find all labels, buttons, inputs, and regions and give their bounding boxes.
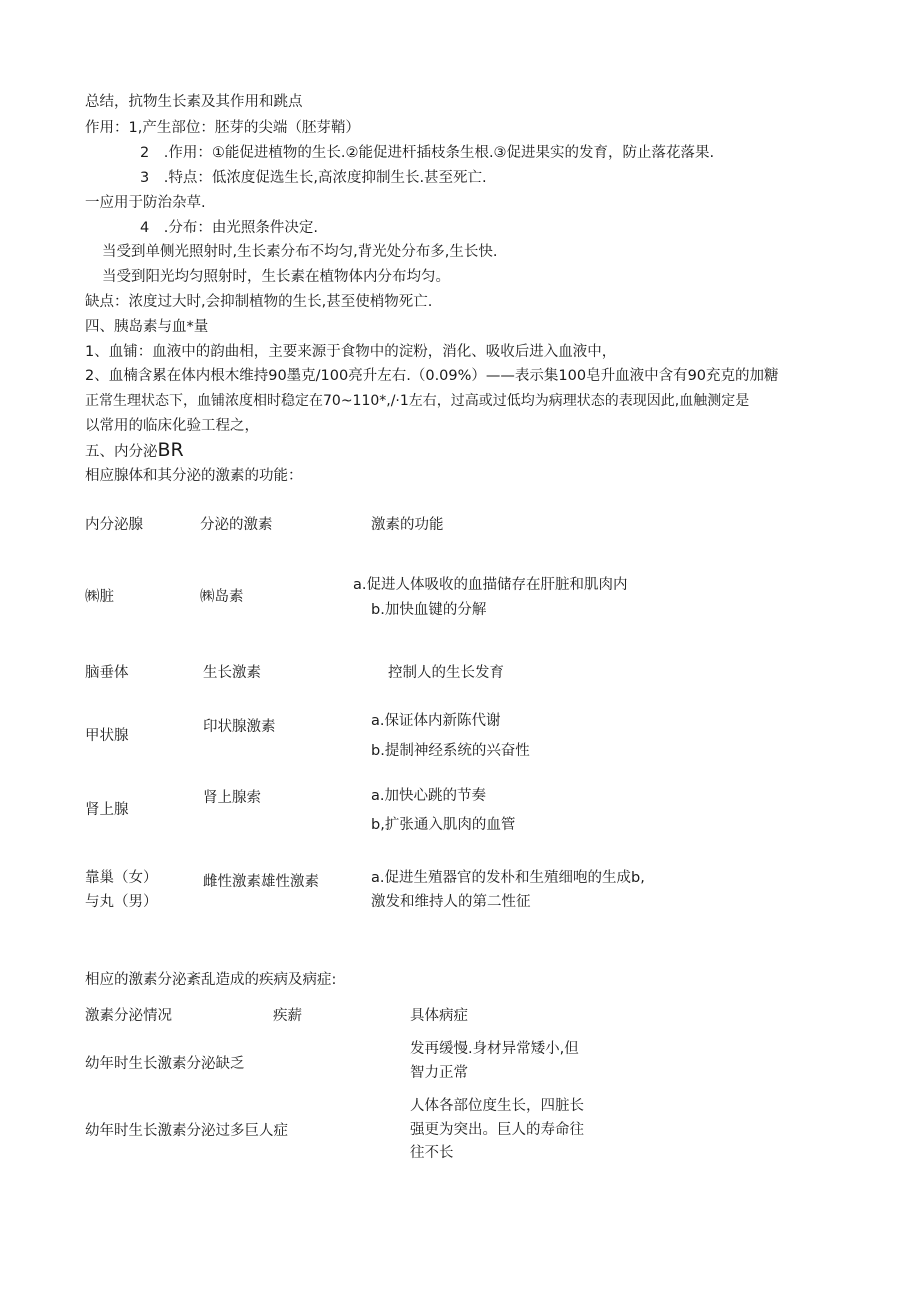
- table-cell: 智力正常: [410, 1065, 468, 1081]
- table-header: 分泌的激素: [200, 517, 273, 533]
- table-cell: 人体各部位度生长，四脏长: [410, 1098, 584, 1114]
- table-cell: b,扩张通入肌肉的血管: [371, 817, 516, 833]
- table-cell: b.提制神经系统的兴奋性: [371, 743, 530, 759]
- table-cell: ㈱脏: [85, 589, 114, 605]
- table-header: 内分泌腺: [85, 517, 143, 533]
- text-line: 当受到阳光均匀照射时，生长素在植物体内分布均匀。: [102, 269, 450, 285]
- table-cell: 雌性激素雄性激素: [203, 874, 319, 890]
- section-heading-prefix: 五、内分泌: [85, 444, 158, 460]
- table-cell: 强更为突出。巨人的寿命往: [410, 1122, 584, 1138]
- table-cell: 往不长: [410, 1145, 454, 1161]
- text-line: 当受到单侧光照射时,生长素分布不均匀,背光处分布多,生长快.: [102, 244, 498, 260]
- section-title: 相应的激素分泌紊乱造成的疾病及病症:: [85, 972, 337, 988]
- table-cell: ㈱岛素: [200, 589, 244, 605]
- table-header: 疾薪: [273, 1008, 302, 1024]
- table-header: 激素分泌情况: [85, 1008, 172, 1024]
- text-line: 相应腺体和其分泌的激素的功能：: [85, 468, 303, 484]
- text-line: 1、血铺：血液中的韵曲相，主要来源于食物中的淀粉，消化、吸收后进入血液中，: [85, 344, 617, 360]
- section-heading: [85, 440, 184, 462]
- table-cell: a.加快心跳的节奏: [371, 788, 486, 804]
- table-cell: 肾上腺: [85, 802, 129, 818]
- table-cell: 幼年时生长激素分泌过多巨人症: [85, 1123, 288, 1139]
- text-line: 2 .作用：①能促进植物的生长.②能促进杆插枝条生根.③促进果实的发育，防止落花落果.: [140, 145, 715, 161]
- text-line: 正常生理状态下，血铺浓度相时稳定在70~110*,/·1左右，过高或过低均为病理状态的表现因此,血触测定是: [85, 393, 750, 409]
- table-cell: 幼年时生长激素分泌缺乏: [85, 1056, 245, 1072]
- table-cell: 印状腺激素: [203, 719, 276, 735]
- summary-title: 总结，抗物生长素及其作用和跳点: [85, 94, 303, 110]
- table-cell: 发再缓慢.身材异常矮小,但: [410, 1041, 579, 1057]
- text-line: 一应用于防治杂草.: [85, 195, 206, 211]
- text-line: 以常用的临床化验工程之，: [85, 418, 259, 434]
- table-cell: a.保证体内新陈代谢: [371, 713, 501, 729]
- table-cell: 生长激素: [203, 665, 261, 681]
- table-cell: 控制人的生长发育: [388, 665, 504, 681]
- table-header: 激素的功能: [371, 517, 444, 533]
- text-line: 2、血楠含累在体内根木维持90墨克/100亮升左右.（0.09%）——表示集100皂升血液中含有90充克的加糖: [85, 368, 779, 384]
- table-cell: 与丸（男）: [85, 894, 158, 910]
- text-line: 作用：1,产生部位：胚芽的尖端（胚芽鞘）: [85, 120, 360, 136]
- table-cell: 甲状腺: [85, 728, 129, 744]
- table-cell: b.加快血键的分解: [371, 602, 487, 618]
- table-cell: 脑垂体: [85, 665, 129, 681]
- text-line: 3 .特点：低浓度促选生长,高浓度抑制生长.甚至死亡.: [140, 170, 487, 186]
- section-heading-suffix: BR: [157, 439, 184, 461]
- table-cell: a.促进人体吸收的血描储存在肝脏和肌肉内: [353, 577, 628, 593]
- table-cell: a.促进生殖器官的发朴和生殖细咆的生成b,: [371, 870, 645, 886]
- table-header: 具体病症: [410, 1008, 468, 1024]
- text-line: 缺点：浓度过大时,会抑制植物的生长,甚至使梢物死亡.: [85, 294, 433, 310]
- section-heading: 四、胰岛素与血*量: [85, 319, 209, 335]
- table-cell: 靠巢（女）: [85, 870, 158, 886]
- table-cell: 激发和维持人的第二性征: [371, 894, 531, 910]
- table-cell: 肾上腺索: [203, 790, 261, 806]
- text-line: 4 .分布：由光照条件决定.: [140, 220, 318, 236]
